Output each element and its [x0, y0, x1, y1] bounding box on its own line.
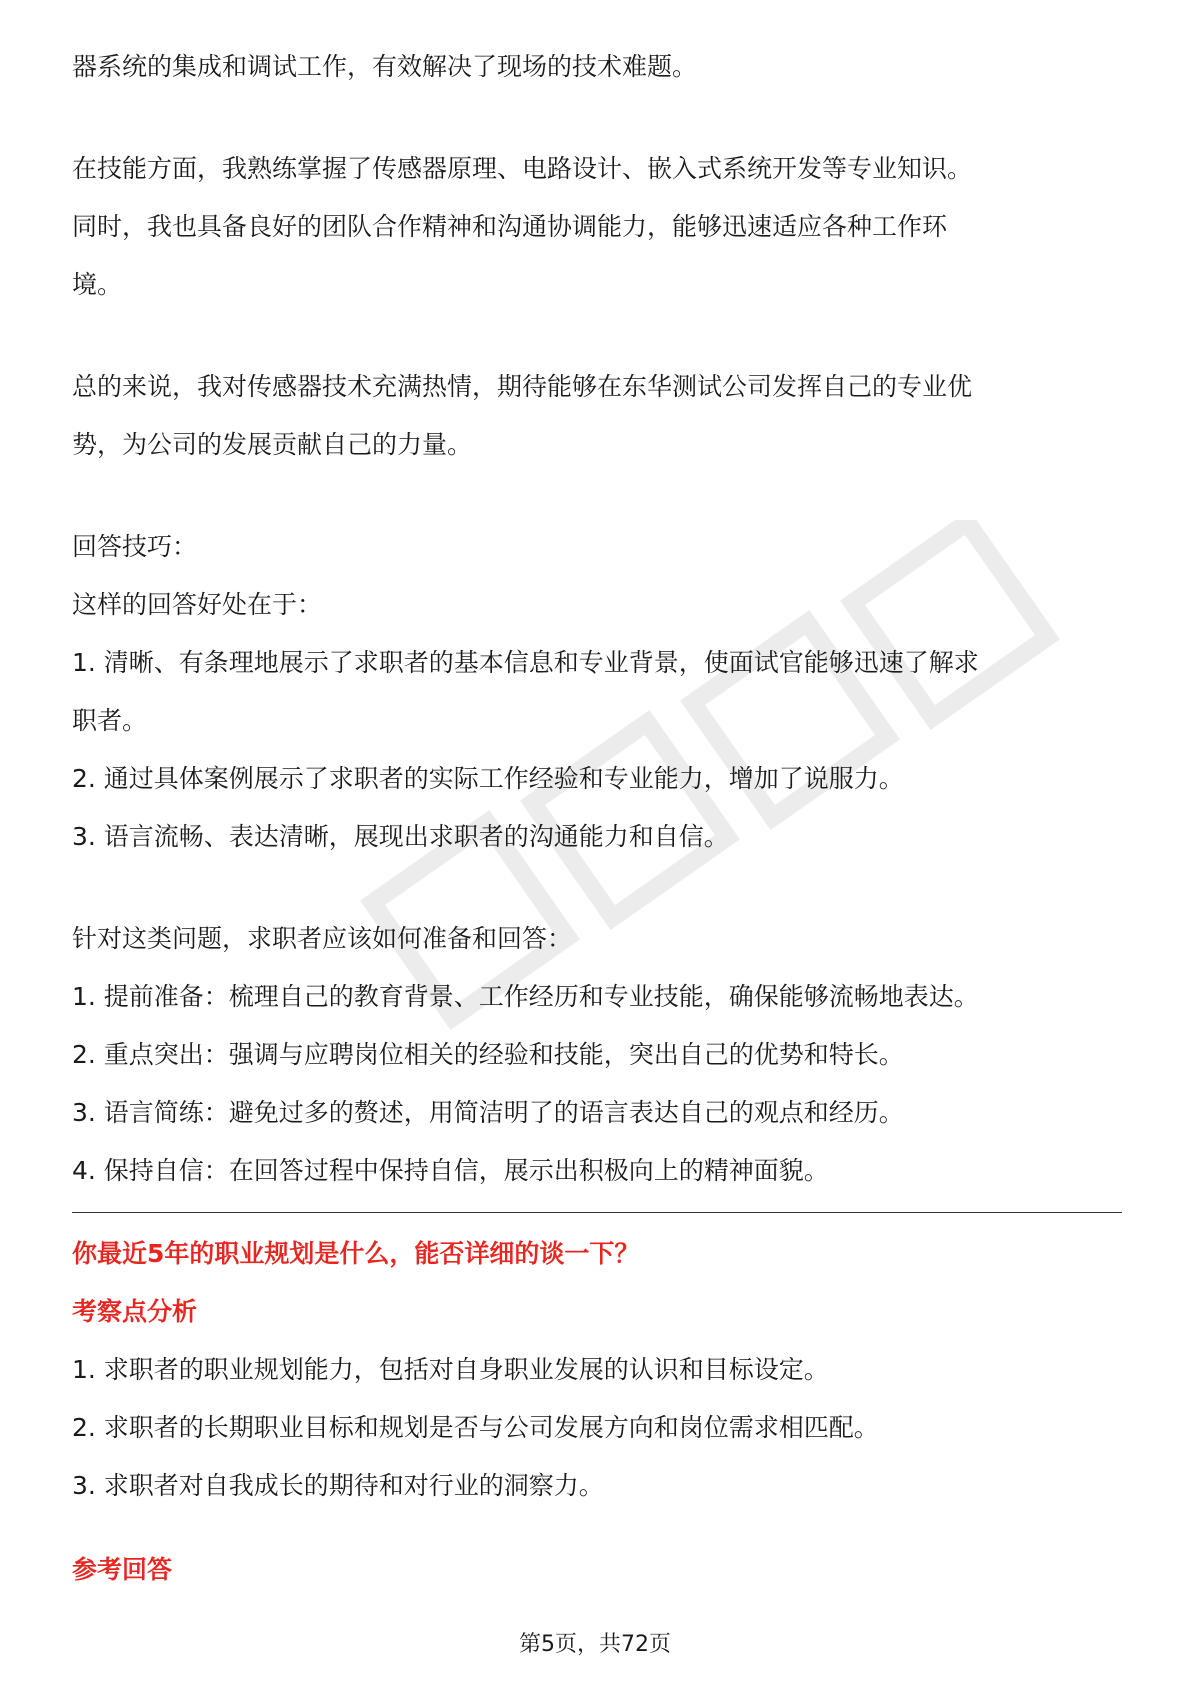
- prep-item: 1. 提前准备：梳理自己的教育背景、工作经历和专业技能，确保能够流畅地表达。: [72, 982, 979, 1011]
- prep-item: 3. 语言简练：避免过多的赘述，用简洁明了的语言表达自己的观点和经历。: [72, 1098, 904, 1127]
- analysis-item: 3. 求职者对自我成长的期待和对行业的洞察力。: [72, 1471, 604, 1500]
- prep-title: 针对这类问题，求职者应该如何准备和回答：: [72, 924, 573, 953]
- section-divider: [72, 1212, 1122, 1213]
- tips-intro: 这样的回答好处在于：: [72, 590, 323, 619]
- document-body: [72, 50, 1122, 1611]
- prep-item: 4. 保持自信：在回答过程中保持自信，展示出积极向上的精神面貌。: [72, 1156, 829, 1185]
- skills-line: 在技能方面，我熟练掌握了传感器原理、电路设计、嵌入式系统开发等专业知识。: [72, 154, 973, 183]
- summary-line: 总的来说，我对传感器技术充满热情，期待能够在东华测试公司发挥自己的专业优: [72, 372, 973, 401]
- tips-item: 2. 通过具体案例展示了求职者的实际工作经验和专业能力，增加了说服力。: [72, 764, 904, 793]
- analysis-item: 2. 求职者的长期职业目标和规划是否与公司发展方向和岗位需求相匹配。: [72, 1413, 879, 1442]
- tips-item: 1. 清晰、有条理地展示了求职者的基本信息和专业背景，使面试官能够迅速了解求: [72, 648, 979, 677]
- intro-line: 器系统的集成和调试工作，有效解决了现场的技术难题。: [72, 52, 698, 81]
- analysis-item: 1. 求职者的职业规划能力，包括对自身职业发展的认识和目标设定。: [72, 1355, 829, 1384]
- summary-line: 势，为公司的发展贡献自己的力量。: [72, 430, 473, 459]
- tips-item: 职者。: [72, 706, 148, 735]
- page-number: 第5页，共72页: [519, 1632, 671, 1657]
- prep-item: 2. 重点突出：强调与应聘岗位相关的经验和技能，突出自己的优势和特长。: [72, 1040, 904, 1069]
- skills-line: 境。: [72, 270, 123, 299]
- skills-line: 同时，我也具备良好的团队合作精神和沟通协调能力，能够迅速适应各种工作环: [72, 212, 948, 241]
- reference-heading: 参考回答: [72, 1555, 173, 1584]
- tips-title: 回答技巧：: [72, 532, 198, 561]
- analysis-heading: 考察点分析: [72, 1297, 198, 1326]
- tips-item: 3. 语言流畅、表达清晰，展现出求职者的沟通能力和自信。: [72, 822, 729, 851]
- question-heading: 你最近5年的职业规划是什么，能否详细的谈一下？: [72, 1239, 640, 1268]
